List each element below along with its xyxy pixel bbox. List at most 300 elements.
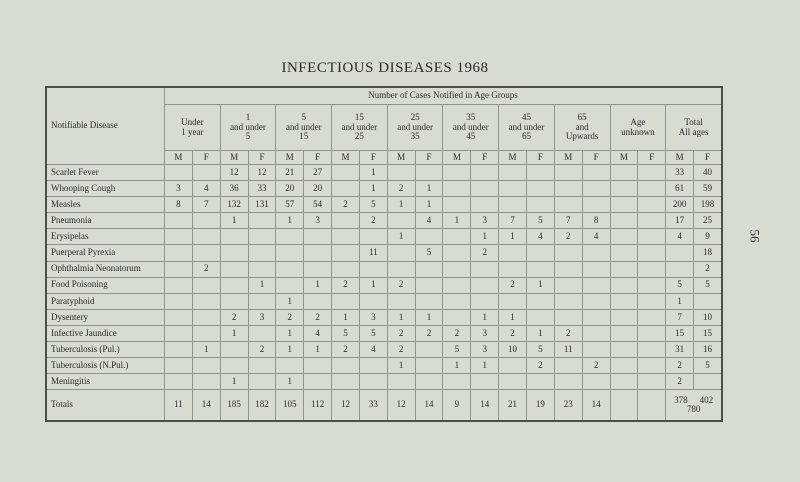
case-count-cell: [638, 358, 666, 374]
disease-name: Food Poisoning: [47, 277, 165, 293]
case-count-cell: 200: [666, 197, 694, 213]
case-count-cell: [276, 229, 304, 245]
case-count-cell: [638, 277, 666, 293]
case-count-cell: 2: [554, 229, 582, 245]
case-count-cell: [192, 358, 220, 374]
age-group-label-line1: Age: [630, 117, 646, 128]
case-count-cell: 7: [666, 309, 694, 325]
case-count-cell: [526, 261, 554, 277]
case-count-cell: [582, 342, 610, 358]
male-header: M: [499, 151, 527, 165]
case-count-cell: 3: [359, 309, 387, 325]
case-count-cell: 2: [387, 277, 415, 293]
age-group-label-line2: and under: [397, 121, 433, 132]
case-count-cell: 5: [332, 325, 360, 341]
case-count-cell: [554, 277, 582, 293]
case-count-cell: [694, 293, 722, 309]
case-count-cell: [415, 293, 443, 309]
case-count-cell: [165, 165, 193, 181]
age-groups-header: Number of Cases Notified in Age Groups: [165, 88, 722, 105]
case-count-cell: 1: [359, 181, 387, 197]
case-count-cell: [610, 261, 638, 277]
case-count-cell: [220, 261, 248, 277]
case-count-cell: 10: [694, 309, 722, 325]
case-count-cell: [582, 165, 610, 181]
case-count-cell: [526, 197, 554, 213]
case-count-cell: [443, 245, 471, 261]
total-count-cell: 105: [276, 390, 304, 421]
case-count-cell: 1: [220, 374, 248, 390]
case-count-cell: 132: [220, 197, 248, 213]
age-group-label-line2: and under: [230, 121, 266, 132]
case-count-cell: [610, 325, 638, 341]
case-count-cell: [415, 229, 443, 245]
case-count-cell: [387, 213, 415, 229]
case-count-cell: 31: [666, 342, 694, 358]
case-count-cell: 2: [332, 197, 360, 213]
case-count-cell: [666, 261, 694, 277]
case-count-cell: [638, 325, 666, 341]
case-count-cell: 2: [554, 325, 582, 341]
case-count-cell: [499, 181, 527, 197]
case-count-cell: 20: [304, 181, 332, 197]
total-count-cell: 185: [220, 390, 248, 421]
case-count-cell: 10: [499, 342, 527, 358]
case-count-cell: 8: [165, 197, 193, 213]
case-count-cell: [471, 261, 499, 277]
case-count-cell: [415, 342, 443, 358]
case-count-cell: [610, 197, 638, 213]
case-count-cell: 21: [276, 165, 304, 181]
table-row: [47, 325, 722, 341]
case-count-cell: [387, 293, 415, 309]
case-count-cell: 1: [276, 325, 304, 341]
case-count-cell: [415, 165, 443, 181]
case-count-cell: 2: [192, 261, 220, 277]
age-group-label-line2: unknown: [621, 126, 655, 137]
total-count-cell: 12: [332, 390, 360, 421]
total-count-cell: 14: [192, 390, 220, 421]
case-count-cell: [499, 197, 527, 213]
case-count-cell: [192, 374, 220, 390]
case-count-cell: [387, 261, 415, 277]
case-count-cell: [304, 293, 332, 309]
case-count-cell: [165, 229, 193, 245]
total-count-cell: 23: [554, 390, 582, 421]
case-count-cell: 1: [276, 213, 304, 229]
case-count-cell: [443, 293, 471, 309]
case-count-cell: [220, 229, 248, 245]
age-group-label-line2: 1 year: [181, 126, 204, 137]
age-group-header: [220, 105, 276, 151]
case-count-cell: [610, 374, 638, 390]
age-group-label-line1: 5: [301, 112, 306, 123]
case-count-cell: [554, 197, 582, 213]
case-count-cell: [499, 261, 527, 277]
case-count-cell: [332, 165, 360, 181]
case-count-cell: 1: [192, 342, 220, 358]
case-count-cell: [359, 374, 387, 390]
infectious-diseases-table: [46, 87, 722, 421]
case-count-cell: [192, 165, 220, 181]
table-row: [47, 229, 722, 245]
case-count-cell: [610, 277, 638, 293]
age-group-label-line3: 35: [410, 131, 420, 142]
case-count-cell: [248, 261, 276, 277]
case-count-cell: [359, 229, 387, 245]
case-count-cell: 7: [499, 213, 527, 229]
case-count-cell: 3: [471, 342, 499, 358]
case-count-cell: [276, 245, 304, 261]
table-row: [47, 181, 722, 197]
case-count-cell: 1: [387, 358, 415, 374]
case-count-cell: [165, 309, 193, 325]
case-count-cell: [192, 293, 220, 309]
case-count-cell: 25: [694, 213, 722, 229]
case-count-cell: 1: [666, 293, 694, 309]
case-count-cell: 11: [554, 342, 582, 358]
female-header: F: [638, 151, 666, 165]
case-count-cell: [415, 277, 443, 293]
case-count-cell: 54: [304, 197, 332, 213]
case-count-cell: [694, 374, 722, 390]
male-header: M: [554, 151, 582, 165]
age-group-label-line2: and under: [452, 121, 489, 132]
male-header: M: [332, 151, 360, 165]
table-row: [47, 261, 722, 277]
case-count-cell: [499, 165, 527, 181]
case-count-cell: 1: [443, 213, 471, 229]
case-count-cell: [192, 213, 220, 229]
case-count-cell: [554, 358, 582, 374]
male-header: M: [165, 151, 193, 165]
case-count-cell: [471, 374, 499, 390]
age-group-label-line1: 35: [466, 112, 476, 123]
case-count-cell: 1: [387, 309, 415, 325]
case-count-cell: [638, 293, 666, 309]
case-count-cell: 5: [443, 342, 471, 358]
case-count-cell: [526, 165, 554, 181]
case-count-cell: 2: [471, 245, 499, 261]
case-count-cell: 2: [332, 342, 360, 358]
age-group-label-line2: and under: [285, 121, 322, 132]
case-count-cell: [666, 245, 694, 261]
case-count-cell: 3: [471, 325, 499, 341]
case-count-cell: 5: [694, 358, 722, 374]
case-count-cell: [582, 325, 610, 341]
case-count-cell: [499, 293, 527, 309]
case-count-cell: [610, 181, 638, 197]
case-count-cell: [499, 245, 527, 261]
table-row: [47, 277, 722, 293]
female-header: F: [582, 151, 610, 165]
grand-total-cell: [666, 390, 722, 421]
case-count-cell: [526, 181, 554, 197]
case-count-cell: 2: [526, 358, 554, 374]
case-count-cell: 1: [471, 229, 499, 245]
case-count-cell: [332, 181, 360, 197]
grand-total: 780: [686, 404, 701, 415]
case-count-cell: [443, 261, 471, 277]
case-count-cell: 2: [499, 277, 527, 293]
age-group-label-line1: 45: [521, 112, 531, 123]
case-count-cell: 9: [694, 229, 722, 245]
case-count-cell: 61: [666, 181, 694, 197]
case-count-cell: [554, 181, 582, 197]
age-group-label-line3: 45: [466, 131, 476, 142]
case-count-cell: [332, 229, 360, 245]
case-count-cell: [387, 245, 415, 261]
age-group-label-line1: Total: [684, 117, 703, 128]
table-row: [47, 374, 722, 390]
case-count-cell: [471, 293, 499, 309]
case-count-cell: 2: [387, 325, 415, 341]
case-count-cell: 2: [276, 309, 304, 325]
female-header: F: [694, 151, 722, 165]
age-group-label-line1: 1: [245, 112, 251, 123]
case-count-cell: 2: [666, 358, 694, 374]
case-count-cell: 4: [304, 325, 332, 341]
case-count-cell: [220, 358, 248, 374]
case-count-cell: 5: [359, 325, 387, 341]
age-group-label-line1: 25: [410, 112, 420, 123]
age-group-label-line3: 15: [299, 131, 309, 142]
case-count-cell: 1: [499, 309, 527, 325]
disease-name: Puerperal Pyrexia: [47, 245, 165, 261]
case-count-cell: [554, 293, 582, 309]
case-count-cell: [443, 374, 471, 390]
disease-name: Infective Jaundice: [47, 325, 165, 341]
case-count-cell: 5: [666, 277, 694, 293]
age-group-label-line2: and: [575, 121, 589, 132]
case-count-cell: [165, 245, 193, 261]
age-group-label-line3: 25: [354, 131, 364, 142]
case-count-cell: [526, 309, 554, 325]
case-count-cell: 3: [165, 181, 193, 197]
case-count-cell: [554, 374, 582, 390]
age-group-label-line1: 65: [577, 112, 587, 123]
total-count-cell: 9: [443, 390, 471, 421]
case-count-cell: 5: [526, 213, 554, 229]
case-count-cell: [415, 261, 443, 277]
case-count-cell: [165, 342, 193, 358]
case-count-cell: [332, 374, 360, 390]
case-count-cell: 131: [248, 197, 276, 213]
total-count-cell: 12: [387, 390, 415, 421]
case-count-cell: 3: [304, 213, 332, 229]
female-header: F: [415, 151, 443, 165]
age-group-header: [554, 105, 610, 151]
case-count-cell: [610, 309, 638, 325]
case-count-cell: [359, 261, 387, 277]
total-female: 402: [699, 394, 714, 405]
case-count-cell: [582, 309, 610, 325]
total-count-cell: 14: [582, 390, 610, 421]
case-count-cell: [638, 229, 666, 245]
age-group-header: [443, 105, 499, 151]
case-count-cell: [443, 165, 471, 181]
case-count-cell: [443, 229, 471, 245]
case-count-cell: [582, 261, 610, 277]
case-count-cell: 27: [304, 165, 332, 181]
case-count-cell: 1: [276, 342, 304, 358]
age-group-label-line2: and under: [341, 121, 378, 132]
case-count-cell: [165, 374, 193, 390]
case-count-cell: 1: [526, 325, 554, 341]
total-count-cell: [610, 390, 638, 421]
case-count-cell: [499, 358, 527, 374]
case-count-cell: [443, 181, 471, 197]
total-count-cell: 14: [415, 390, 443, 421]
total-count-cell: [638, 390, 666, 421]
case-count-cell: [192, 325, 220, 341]
age-group-header: [666, 105, 722, 151]
case-count-cell: [415, 358, 443, 374]
disease-name: Pneumonia: [47, 213, 165, 229]
case-count-cell: [248, 293, 276, 309]
case-count-cell: 1: [220, 213, 248, 229]
case-count-cell: 2: [443, 325, 471, 341]
case-count-cell: [582, 181, 610, 197]
case-count-cell: [248, 245, 276, 261]
case-count-cell: [526, 374, 554, 390]
total-male: 378: [674, 394, 688, 405]
case-count-cell: 2: [332, 277, 360, 293]
case-count-cell: [165, 213, 193, 229]
case-count-cell: 4: [359, 342, 387, 358]
case-count-cell: 2: [387, 181, 415, 197]
male-header: M: [220, 151, 248, 165]
case-count-cell: [638, 245, 666, 261]
case-count-cell: [554, 261, 582, 277]
case-count-cell: [220, 342, 248, 358]
case-count-cell: [332, 293, 360, 309]
case-count-cell: [582, 197, 610, 213]
age-group-label-line3: Upwards: [565, 131, 599, 142]
case-count-cell: [192, 277, 220, 293]
age-group-header: [387, 105, 443, 151]
case-count-cell: 1: [387, 229, 415, 245]
case-count-cell: [220, 245, 248, 261]
page-number: 56: [747, 229, 763, 243]
case-count-cell: [304, 358, 332, 374]
case-count-cell: 5: [526, 342, 554, 358]
case-count-cell: [471, 277, 499, 293]
case-count-cell: [554, 245, 582, 261]
totals-row: [47, 390, 722, 421]
case-count-cell: [304, 261, 332, 277]
case-count-cell: [332, 213, 360, 229]
case-count-cell: 4: [192, 181, 220, 197]
male-header: M: [276, 151, 304, 165]
case-count-cell: 33: [248, 181, 276, 197]
case-count-cell: [248, 213, 276, 229]
case-count-cell: 12: [220, 165, 248, 181]
case-count-cell: 1: [276, 374, 304, 390]
female-header: F: [471, 151, 499, 165]
table-row: [47, 293, 722, 309]
case-count-cell: [304, 374, 332, 390]
case-count-cell: [276, 277, 304, 293]
total-count-cell: 19: [526, 390, 554, 421]
case-count-cell: [499, 374, 527, 390]
table-body: [47, 165, 722, 421]
case-count-cell: 1: [276, 293, 304, 309]
case-count-cell: 8: [582, 213, 610, 229]
case-count-cell: 18: [694, 245, 722, 261]
case-count-cell: [554, 165, 582, 181]
case-count-cell: 1: [415, 181, 443, 197]
case-count-cell: [471, 181, 499, 197]
case-count-cell: 59: [694, 181, 722, 197]
age-group-label-line3: 65: [521, 131, 531, 142]
case-count-cell: 1: [415, 309, 443, 325]
case-count-cell: [415, 374, 443, 390]
female-header: F: [304, 151, 332, 165]
disease-name: Meningitis: [47, 374, 165, 390]
case-count-cell: [192, 229, 220, 245]
disease-name: Paratyphoid: [47, 293, 165, 309]
case-count-cell: 198: [694, 197, 722, 213]
case-count-cell: [610, 213, 638, 229]
case-count-cell: [638, 309, 666, 325]
table-row: [47, 245, 722, 261]
male-header: M: [610, 151, 638, 165]
total-count-cell: 21: [499, 390, 527, 421]
female-header: F: [192, 151, 220, 165]
case-count-cell: 3: [248, 309, 276, 325]
case-count-cell: [276, 261, 304, 277]
case-count-cell: [582, 277, 610, 293]
case-count-cell: 1: [387, 197, 415, 213]
case-count-cell: [471, 165, 499, 181]
case-count-cell: [471, 197, 499, 213]
case-count-cell: 33: [666, 165, 694, 181]
case-count-cell: [443, 197, 471, 213]
age-group-label-line2: All ages: [678, 126, 709, 137]
case-count-cell: [165, 277, 193, 293]
male-header: M: [387, 151, 415, 165]
case-count-cell: [610, 342, 638, 358]
header-row-group: [47, 88, 722, 105]
case-count-cell: 15: [694, 325, 722, 341]
case-count-cell: [610, 165, 638, 181]
case-count-cell: 2: [499, 325, 527, 341]
case-count-cell: [610, 358, 638, 374]
case-count-cell: 1: [332, 309, 360, 325]
case-count-cell: [165, 293, 193, 309]
case-count-cell: [192, 245, 220, 261]
table-row: [47, 197, 722, 213]
totals-label: Totals: [47, 390, 165, 421]
case-count-cell: [554, 309, 582, 325]
page-title: INFECTIOUS DISEASES 1968: [281, 60, 489, 76]
case-count-cell: [638, 374, 666, 390]
disease-name: Dysentery: [47, 309, 165, 325]
case-count-cell: 2: [387, 342, 415, 358]
case-count-cell: [248, 374, 276, 390]
case-count-cell: 16: [694, 342, 722, 358]
case-count-cell: [610, 293, 638, 309]
case-count-cell: [638, 181, 666, 197]
case-count-cell: [248, 325, 276, 341]
case-count-cell: 17: [666, 213, 694, 229]
case-count-cell: [582, 374, 610, 390]
case-count-cell: [332, 245, 360, 261]
disease-name: Measles: [47, 197, 165, 213]
disease-name: Tuberculosis (Pul.): [47, 342, 165, 358]
total-count-cell: 11: [165, 390, 193, 421]
